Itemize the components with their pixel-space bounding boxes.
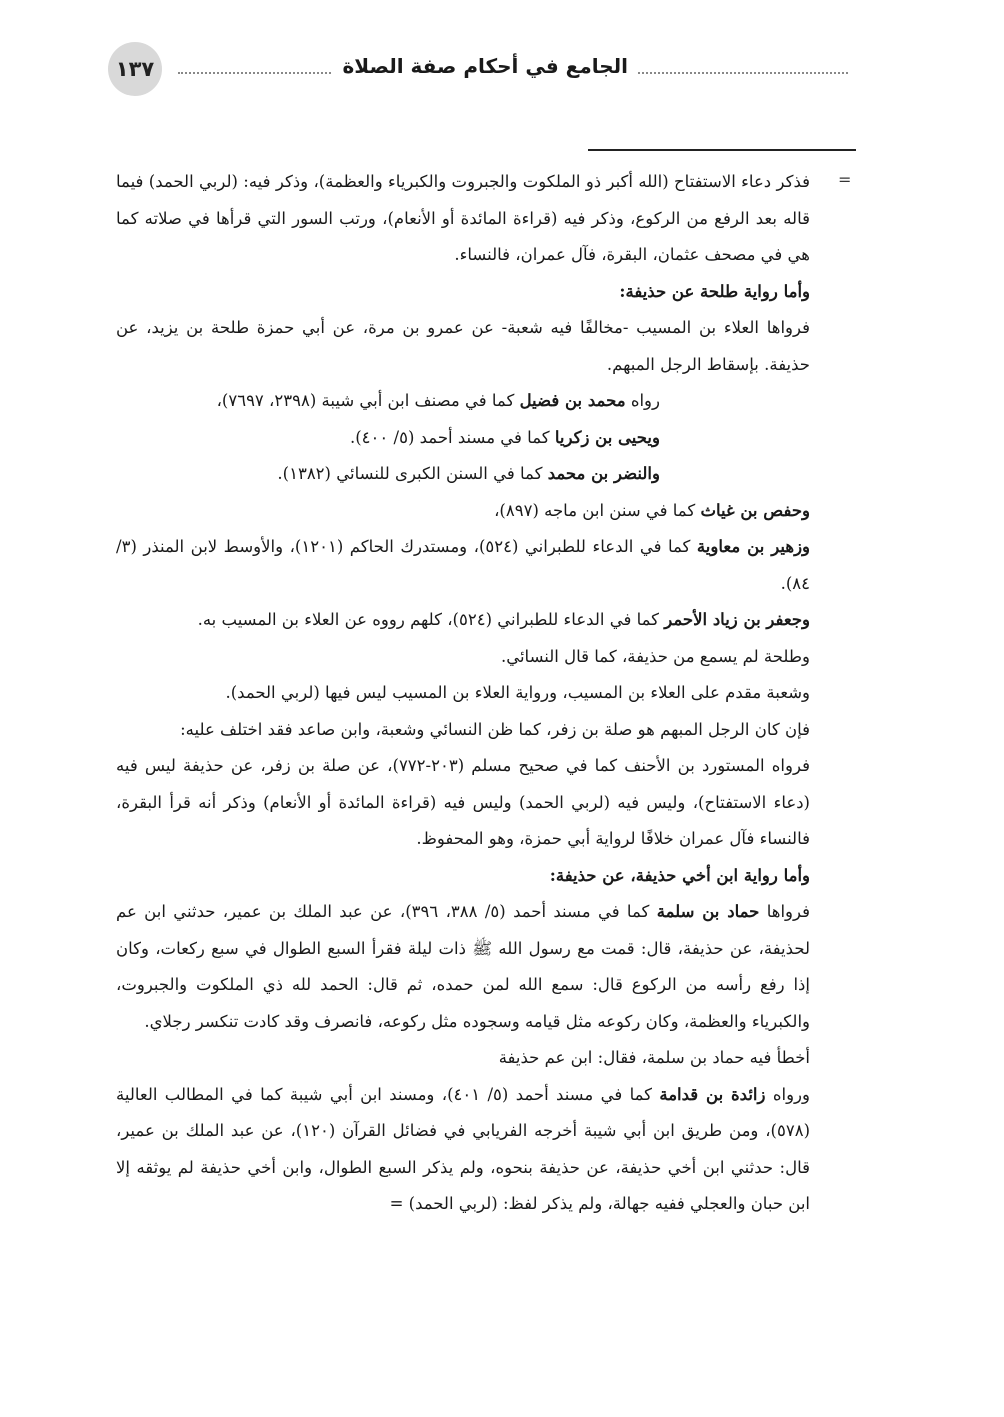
paragraph-talha-note: وطلحة لم يسمع من حذيفة، كما قال النسائي. [500,646,810,666]
narrator-source: كما في مسند أحمد (٥/ ٤٠٠). [349,427,550,447]
narrator-prefix: فرواها [766,902,810,921]
footnote-body [116,164,810,1223]
narrator-line-2 [116,420,810,457]
paragraph-hammad-error: أخطأ فيه حماد بن سلمة، فقال: ابن عم حذيفة [498,1048,810,1067]
narrator-name: حماد بن سلمة [656,902,760,921]
page-header [108,42,848,102]
paragraph-hammad [116,894,810,1040]
narrator-line-5 [116,529,810,602]
narrator-prefix: ورواه [772,1084,810,1104]
narrator-source: كما في مصنف ابن أبي شيبة (٢٣٩٨، ٧٦٩٧)، [216,391,515,410]
paragraph-zaida [116,1077,810,1223]
narrator-name: والنضر بن محمد [547,464,660,483]
heading-nephew-narration: وأما رواية ابن أخي حذيفة، عن حذيفة: [549,865,810,885]
narration-text: كما في مسند أحمد (٥/ ٣٨٨، ٣٩٦)، عن عبد الملك بن عمير، حدثني ابن عم لحذيفة، عن حذيفة، قال: قمت مع رسول الله ﷺ ذات ليلة فقرأ السبع الطوال في سبع ركعات، وكان إذا رفع رأسه من الركوع قال: سمع الله لمن حمده، ثم قال: الحمد لله ذي الملكوت والجبروت، والكبرياء والعظمة، وكان ركوعه مثل قيامه وسجوده مثل ركوعه، فانصرف وقد كادت تنكسر رجلاي. [116,902,810,1031]
page-number: ١٣٧ [108,42,162,96]
running-title: الجامع في أحكام صفة الصلاة [342,54,628,78]
narrator-name: محمد بن فضيل [519,391,626,410]
narrator-name: زائدة بن قدامة [659,1084,766,1104]
narrator-name: وحفص بن غياث [700,500,810,520]
paragraph-shuba-note: وشعبة مقدم على العلاء بن المسيب، ورواية العلاء بن المسيب ليس فيها (لربي الحمد). [225,683,810,702]
dotted-leader-right [638,58,848,74]
heading-talha-narration: وأما رواية طلحة عن حذيفة: [619,281,810,301]
running-title-bar [178,54,848,78]
narrator-name: وجعفر بن زياد الأحمر [664,610,810,629]
narrator-source: كما في الدعاء للطبراني (٥٢٤)، ومستدرك الحاكم (١٢٠١)، والأوسط لابن المنذر (٣/ ٨٤). [116,537,810,593]
paragraph-intro: فذكر دعاء الاستفتاح (الله أكبر ذو الملكوت والجبروت والكبرياء والعظمة)، وذكر فيه: (لربي الحمد) فيما قاله بعد الرفع من الركوع، وذكر فيه (قراءة المائدة أو الأنعام)، ورتب السور التي قرأها في صلاته كما هي في مصحف عثمان، البقرة، فآل عمران، فالنساء. [116,172,810,264]
narration-text: كما في مسند أحمد (٥/ ٤٠١)، ومسند ابن أبي شيبة كما في المطالب العالية (٥٧٨)، ومن طريق ابن أبي شيبة أخرجه الفريابي في فضائل القرآن (١٢٠)، عن عبد الملك بن عمير، قال: حدثني ابن أخي حذيفة، عن حذيفة بنحوه، ولم يذكر السبع الطوال، وابن أخي حذيفة لم يوثقه إلا ابن حبان والعجلي ففيه جهالة، ولم يذكر لفظ: (لربي الحمد) [116,1084,810,1213]
dotted-leader-left [178,58,331,74]
footnote-separator [588,149,856,151]
narrator-line-3 [116,456,810,493]
narrator-name: ويحيى بن زكريا [554,427,660,447]
narrator-line-1 [116,383,810,420]
paragraph-mustawrid: فرواه المستورد بن الأحنف كما في صحيح مسلم (٢٠٣-٧٧٢)، عن صلة بن زفر، عن حذيفة ليس فيه (دعاء الاستفتاح)، وليس فيه (لربي الحمد) وليس فيه (قراءة المائدة أو الأنعام) وذكر أنه قرأ البقرة، فالنساء فآل عمران خلافًا لرواية أبي حمزة، وهو المحفوظ. [116,756,810,848]
narrator-source: كما في الدعاء للطبراني (٥٢٤)، كلهم رووه عن العلاء بن المسيب به. [197,610,659,629]
paragraph-sila-note: فإن كان الرجل المبهم هو صلة بن زفر، كما ظن النسائي وشعبة، وابن صاعد فقد اختلف عليه: [180,719,810,739]
narrator-line-6 [116,602,810,639]
continuation-mark-top: = [838,170,852,189]
narrator-source: كما في السنن الكبرى للنسائي (١٣٨٢). [277,464,543,483]
continuation-mark-bottom: = [389,1194,404,1213]
narrator-line-4 [116,493,810,530]
narrator-source: كما في سنن ابن ماجه (٨٩٧)، [494,500,696,520]
narrator-prefix: رواه [630,391,660,410]
paragraph-ala-narration: فرواها العلاء بن المسيب -مخالفًا فيه شعبة- عن عمرو بن مرة، عن أبي حمزة طلحة بن يزيد، عن حذيفة. بإسقاط الرجل المبهم. [116,318,810,374]
narrator-name: وزهير بن معاوية [696,537,811,556]
